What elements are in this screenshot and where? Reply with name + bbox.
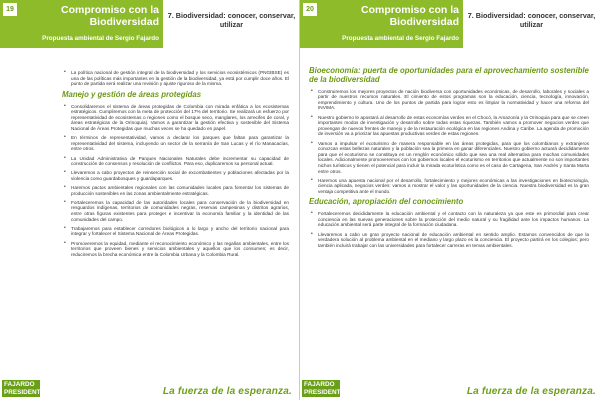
header-subtitle: Propuesta ambiental de Sergio Fajardo [342,35,459,42]
section-title: Educación, apropiación del conocimiento [309,197,464,207]
bullet-item: • En términos de representatividad, vamos a declarar los parques que faltan para garantizar la representatividad del sistema, incluyendo un sector de la serranía de San Lucas y el río Manacacías, entre otros. [62,135,289,152]
bullet-item: • Promoveremos la equidad, mediante el reconocimiento económico y las regalías ambientales, entre los territorios que proveen bienes y servicios ambientales y aquellos que los consumen; es decir, reduciremos la brecha económica entre la Colombia Urbana y la Colombia Rural. [62,241,289,258]
bullet-item: • La política nacional de gestión integral de la biodiversidad y los servicios ecosistémicos (PNGIBSE) es una de las políticas más importantes en la gestión de la biodiversidad, ya está por cumplir doce años. El punto de partida será realizar una revisión y ajuste riguroso de la misma. [62,70,289,87]
bullet-item: • Vamos a impulsar el ecoturismo de manera responsable en las áreas protegidas, para que los colombianos y extranjeros conozcan estas bellezas naturales y la población sea la primera en ganar diferenciales. Nuestro gobierno actuará decididamente para que el ecoturismo se constituya en un renglón económico sólido que sea una real alternativa para muchas comunidades locales. Adicionalmente promoveremos con los gobiernos locales el ecoturismo en territorios que actualmente no son importantes nichos turísticos y tienen el potencial para incluir la mirada ecoturística como es el caso de Cartagena, San Andrés y Santa Marta entre otros. [309,141,589,175]
header-banner [300,0,463,48]
header-subtitle: Propuesta ambiental de Sergio Fajardo [42,35,159,42]
bullet-item: • Nuestro gobierno le apostará al desarrollo de estas economías verdes en el Chocó, la Amazonía y la Orinoquia para que se creen importantes modos de investigación y desarrollo sobre todas estas riquezas. También vamos a promover negocios verdes que provengan de nuevos frentes de manejo y de la restauración ecológica en las regiones Andina y Caribe. La agenda de promoción de inversión va a priorizar las apuestas productivas verdes de estas regiones. [309,115,589,137]
brand-line-1: FAJARDO [304,381,335,388]
bullet-item: • Consolidaremos el sistema de áreas protegidas de Colombia con mirada enfática a los ecosistemas estratégicos. Cumpliremos con la meta de protección del 17% del territorio. Se realizará un esfuerzo por representatividad de ecosistemas o regiones como el bosque seco, manglares, los arrecifes de coral, y áreas estratégicas de la Orinoquia). Vamos a garantizar la gestión efectiva y sostenible del Sistema Nacional de Áreas Protegidas que muchas veces se ha quedado en papel. [62,104,289,132]
page-header [300,0,600,48]
brand-line-2: PRESIDENTE [4,388,45,396]
page-footer [0,374,300,400]
footer-slogan: La fuerza de la esperanza. [162,386,292,397]
bullet-item: • Llevaremos a cabo proyectos de reinserción social de excombatientes y poblaciones afectadas por la violencia como guardabosques y guardaparques. [62,170,289,181]
page-header [0,0,300,48]
bullet-item: • Llevaremos a cabo un gran proyecto nacional de educación ambiental en sentido amplio. Estamos convencidos de que la verdadera solución al problema ambiental en el mediano y largo plazo es la conciencia. El proyecto partirá en los colegios; pero también incluirá trabajar con las universidades para fortalecer carreras en temas ambientales. [309,232,589,249]
header-chapter-box [163,0,300,48]
bullet-item: • Construiremos los mejores proyectos de nación biodiversa con oportunidades económicas, de desarrollo, laborales y sociales a partir de nuestros recursos naturales. El cimiento de estos programas son la educación, ciencia, tecnología, innovación, emprendimiento y cultura. Uno de los puntos de partida para lograr esto es limpiar la normatividad y hacer una reforma del INVIMA. [309,89,589,111]
section-title: Bioeconomía: puerta de oportunidades para el aprovechamiento sostenible de la biodiversidad [309,66,589,84]
bullet-item: • Fortaleceremos decididamente la educación ambiental y el contacto con la naturaleza ya que este es primordial para crear conciencia en las nuevas generaciones sobre la protección del medio natural y su fragilidad ante los impactos humanos. La educación ambiental será parte integral de la formación ciudadana. [309,211,589,228]
header-chapter-box [463,0,600,48]
right-page [300,0,600,400]
section-title: Manejo y gestión de áreas protegidas [62,89,202,99]
brand-line-2: PRESIDENTE [304,388,345,396]
page-footer [300,374,600,400]
chapter-title: 7. Biodiversidad: conocer, conservar, utilizar [167,11,296,29]
right-page-content [309,63,589,366]
bullet-item: • Haremos una apuesta nacional por el desarrollo, fortalecimiento y mejores económicas a las investigaciones en biotecnología, ciencia aplicada, negocios verdes: vamos a mostrar el valor y las oportunidades de la ciencia. Nuestra biodiversidad es la gran ventaja competitiva ante el mundo. [309,178,589,195]
brand-line-1: FAJARDO [4,381,35,388]
bullet-item: • La Unidad Administrativa de Parques Nacionales Naturales debe incrementar su capacidad de construcción de consensos y resolución de conflictos. Para eso, duplicaremos su personal actual. [62,156,289,167]
header-banner [0,0,163,48]
brand-logo [2,380,45,397]
bullet-item: • Haremos pactos ambientales regionales con las comunidades locales para fomentar los sistemas de producción sostenibles en las zonas ambientalmente estratégicas. [62,185,289,196]
page-number: 19 [3,3,17,16]
bullet-item: • Fortaleceremos la capacidad de las autoridades locales para conservación de la biodiversidad en resguardos indígenas, territorios de comunidades negras, reservas campesinas y distritos agrarios, entre otras figuras existentes para proteger e incentivar la economía familiar y la identidad de las comunidades del campo. [62,200,289,222]
footer-slogan: La fuerza de la esperanza. [466,386,596,397]
header-title: Compromiso con la Biodiversidad [60,4,159,28]
brand-logo [302,380,345,397]
left-page-content [62,70,289,366]
bullet-item: • Trabajaremos para establecer corredores biológicos a lo largo y ancho del territorio nacional para integrar y fortalecer el Sistema Nacional de Áreas Protegidas. [62,226,289,237]
chapter-title: 7. Biodiversidad: conocer, conservar, utilizar [467,11,596,29]
header-title: Compromiso con la Biodiversidad [360,4,459,28]
page-number: 20 [303,3,317,16]
